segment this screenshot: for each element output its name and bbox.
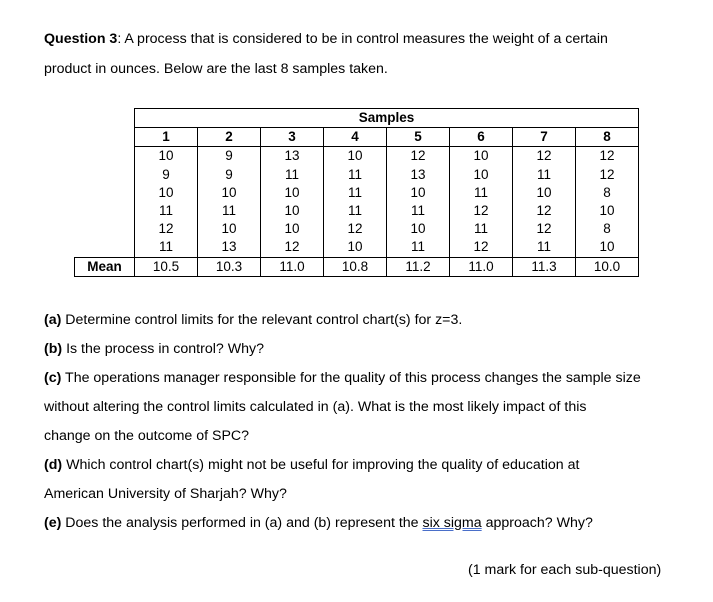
question-e-text-before: Does the analysis performed in (a) and (b) represent the bbox=[61, 515, 423, 531]
table-cell: 11 bbox=[324, 166, 387, 184]
column-header: 5 bbox=[387, 128, 450, 147]
mean-cell: 11.0 bbox=[261, 257, 324, 276]
table-row bbox=[75, 166, 639, 184]
mean-row bbox=[75, 257, 639, 276]
question-d-tag: (d) bbox=[44, 457, 63, 473]
table-cell: 10 bbox=[261, 202, 324, 220]
table-cell: 11 bbox=[135, 238, 198, 257]
table-cell: 8 bbox=[576, 220, 639, 238]
table-cell: 12 bbox=[387, 147, 450, 166]
table-cell: 11 bbox=[513, 166, 576, 184]
table-cell: 10 bbox=[261, 184, 324, 202]
mean-cell: 10.3 bbox=[198, 257, 261, 276]
table-cell: 10 bbox=[450, 166, 513, 184]
table-cell: 13 bbox=[261, 147, 324, 166]
table-cell: 10 bbox=[576, 238, 639, 257]
table-row bbox=[75, 220, 639, 238]
table-cell: 12 bbox=[324, 220, 387, 238]
table-cell: 10 bbox=[387, 220, 450, 238]
data-body bbox=[75, 147, 639, 257]
column-header: 4 bbox=[324, 128, 387, 147]
table-cell: 11 bbox=[387, 202, 450, 220]
table-cell: 9 bbox=[198, 147, 261, 166]
table-cell: 11 bbox=[198, 202, 261, 220]
question-c-line-2: without altering the control limits calculated in (a). What is the most likely impact of this bbox=[44, 399, 587, 415]
samples-header: Samples bbox=[135, 109, 639, 128]
table-cell: 8 bbox=[576, 184, 639, 202]
six-sigma-underlined: six sigma bbox=[422, 515, 482, 531]
column-header: 8 bbox=[576, 128, 639, 147]
question-c-line-3: change on the outcome of SPC? bbox=[44, 428, 250, 444]
table-cell: 10 bbox=[135, 184, 198, 202]
mean-cell: 10.0 bbox=[576, 257, 639, 276]
question-b-text: Is the process in control? Why? bbox=[62, 341, 264, 357]
question-b-tag: (b) bbox=[44, 341, 63, 357]
table-cell: 10 bbox=[261, 220, 324, 238]
question-b bbox=[44, 341, 264, 357]
column-header-row bbox=[75, 128, 639, 147]
mean-cell: 11.3 bbox=[513, 257, 576, 276]
table-cell: 10 bbox=[198, 184, 261, 202]
table-cell: 11 bbox=[324, 184, 387, 202]
marks-note: (1 mark for each sub-question) bbox=[468, 562, 662, 578]
question-d-line-2: American University of Sharjah? Why? bbox=[44, 486, 287, 502]
table-cell: 9 bbox=[198, 166, 261, 184]
samples-table bbox=[74, 108, 639, 277]
table-cell: 11 bbox=[450, 220, 513, 238]
question-e-tag: (e) bbox=[44, 515, 62, 531]
mean-label: Mean bbox=[75, 257, 135, 276]
table-cell: 11 bbox=[513, 238, 576, 257]
intro-line-1 bbox=[44, 31, 608, 47]
table-cell: 12 bbox=[576, 166, 639, 184]
table-cell: 11 bbox=[450, 184, 513, 202]
question-a bbox=[44, 312, 462, 328]
table-cell: 12 bbox=[135, 220, 198, 238]
column-header: 3 bbox=[261, 128, 324, 147]
table-cell: 9 bbox=[135, 166, 198, 184]
column-header: 1 bbox=[135, 128, 198, 147]
question-label: Question 3 bbox=[44, 31, 118, 47]
table-cell: 11 bbox=[261, 166, 324, 184]
question-a-tag: (a) bbox=[44, 312, 62, 328]
group-header-row bbox=[75, 109, 639, 128]
column-header: 6 bbox=[450, 128, 513, 147]
mean-cell: 11.2 bbox=[387, 257, 450, 276]
question-c-line-1 bbox=[44, 370, 641, 386]
table-cell: 10 bbox=[450, 147, 513, 166]
table-cell: 13 bbox=[198, 238, 261, 257]
column-header: 7 bbox=[513, 128, 576, 147]
mean-cell: 10.8 bbox=[324, 257, 387, 276]
table-cell: 12 bbox=[576, 147, 639, 166]
table-cell: 12 bbox=[513, 147, 576, 166]
table-cell: 12 bbox=[513, 220, 576, 238]
table-cell: 13 bbox=[387, 166, 450, 184]
table-row bbox=[75, 238, 639, 257]
table-cell: 10 bbox=[513, 184, 576, 202]
table-row bbox=[75, 147, 639, 166]
table-cell: 12 bbox=[450, 202, 513, 220]
intro-line-2: product in ounces. Below are the last 8 samples taken. bbox=[44, 61, 388, 77]
table-cell: 10 bbox=[324, 147, 387, 166]
table-cell: 12 bbox=[450, 238, 513, 257]
table-cell: 11 bbox=[387, 238, 450, 257]
table-cell: 10 bbox=[324, 238, 387, 257]
question-d-line-1 bbox=[44, 457, 579, 473]
table-row bbox=[75, 202, 639, 220]
table-cell: 10 bbox=[198, 220, 261, 238]
mean-cell: 10.5 bbox=[135, 257, 198, 276]
question-e-text-after: approach? Why? bbox=[481, 515, 593, 531]
table-cell: 11 bbox=[324, 202, 387, 220]
intro-line-1-text: : A process that is considered to be in control measures the weight of a certain bbox=[117, 31, 608, 47]
table-cell: 10 bbox=[135, 147, 198, 166]
question-c-tag: (c) bbox=[44, 370, 62, 386]
table-cell: 12 bbox=[513, 202, 576, 220]
question-a-text: Determine control limits for the relevant control chart(s) for z=3. bbox=[61, 312, 463, 328]
table-cell: 10 bbox=[576, 202, 639, 220]
table-cell: 12 bbox=[261, 238, 324, 257]
question-d-text-1: Which control chart(s) might not be useful for improving the quality of education at bbox=[62, 457, 580, 473]
column-header: 2 bbox=[198, 128, 261, 147]
question-e bbox=[44, 515, 593, 531]
mean-cell: 11.0 bbox=[450, 257, 513, 276]
table-cell: 10 bbox=[387, 184, 450, 202]
table-cell: 11 bbox=[135, 202, 198, 220]
question-c-text-1: The operations manager responsible for the quality of this process changes the sample size bbox=[61, 370, 641, 386]
table-row bbox=[75, 184, 639, 202]
